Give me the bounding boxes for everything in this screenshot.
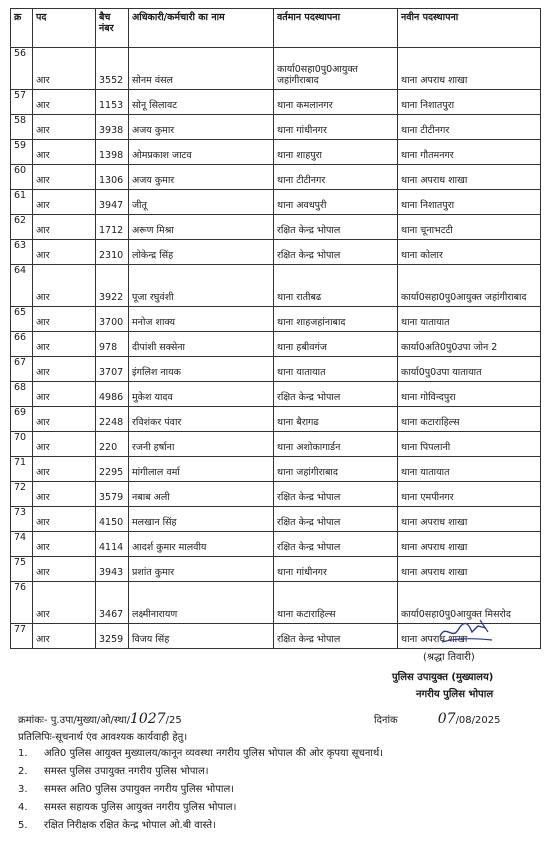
cell-current-posting: थाना हबीवगंज bbox=[274, 332, 398, 357]
cell-new-posting: कार्या0सहा0पु0आयुक्त मिसरोद bbox=[398, 582, 541, 624]
table-row bbox=[11, 165, 541, 190]
list-item-text: अति0 पुलिस आयुक्त मुख्यालय/कानून व्यवस्था नगरीय पुलिस भोपाल की ओर कृपया सूचनार्थ। bbox=[44, 748, 384, 759]
cell-current-posting: रक्षित केन्द्र भोपाल bbox=[274, 624, 398, 649]
table-row bbox=[11, 382, 541, 407]
cell-serial: 62 bbox=[11, 215, 33, 240]
cell-badge: 3707 bbox=[96, 357, 129, 382]
cell-serial: 67 bbox=[11, 357, 33, 382]
cell-name: अजय कुमार bbox=[129, 115, 274, 140]
header-badge: बैच नंबर bbox=[96, 9, 129, 48]
cell-badge: 3938 bbox=[96, 115, 129, 140]
cell-serial: 77 bbox=[11, 624, 33, 649]
table-row bbox=[11, 507, 541, 532]
cell-current-posting: थाना शाहजहांनाबाद bbox=[274, 307, 398, 332]
cell-current-posting: रक्षित केन्द्र भोपाल bbox=[274, 532, 398, 557]
list-item-number: 4. bbox=[18, 802, 28, 813]
header-name: अधिकारी/कर्मचारी का नाम bbox=[129, 9, 274, 48]
cell-new-posting: थाना गौतमनगर bbox=[398, 140, 541, 165]
reference-prefix: क्रमांकः- पु.उपा/मुख्या/ओ/स्था/ bbox=[18, 715, 130, 726]
cell-current-posting: रक्षित केन्द्र भोपाल bbox=[274, 240, 398, 265]
cell-serial: 66 bbox=[11, 332, 33, 357]
cell-current-posting: रक्षित केन्द्र भोपाल bbox=[274, 482, 398, 507]
cell-current-posting: रक्षित केन्द्र भोपाल bbox=[274, 507, 398, 532]
cell-badge: 3922 bbox=[96, 265, 129, 307]
cell-name: लोकेन्द्र सिंह bbox=[129, 240, 274, 265]
cell-post: आर bbox=[33, 190, 96, 215]
cell-post: आर bbox=[33, 407, 96, 432]
list-item bbox=[18, 781, 383, 799]
cell-badge: 1398 bbox=[96, 140, 129, 165]
table-row bbox=[11, 307, 541, 332]
cell-current-posting: थाना बैरागढ bbox=[274, 407, 398, 432]
cell-serial: 56 bbox=[11, 48, 33, 90]
reference-number bbox=[18, 711, 182, 727]
list-item bbox=[18, 745, 383, 763]
table-header-row bbox=[11, 9, 541, 48]
table-row bbox=[11, 332, 541, 357]
cell-badge: 3552 bbox=[96, 48, 129, 90]
table-row bbox=[11, 240, 541, 265]
list-item bbox=[18, 817, 383, 835]
cell-badge: 4986 bbox=[96, 382, 129, 407]
list-item-text: समस्त अति0 पुलिस उपायुक्त नगरीय पुलिस भोपाल। bbox=[44, 784, 235, 795]
cell-name: ओमप्रकाश जाटव bbox=[129, 140, 274, 165]
cell-serial: 61 bbox=[11, 190, 33, 215]
cell-post: आर bbox=[33, 507, 96, 532]
cell-post: आर bbox=[33, 532, 96, 557]
cell-badge: 3700 bbox=[96, 307, 129, 332]
cell-current-posting: थाना शाहपुरा bbox=[274, 140, 398, 165]
cell-new-posting: थाना अपराध शाखा bbox=[398, 624, 541, 649]
cell-current-posting: थाना कमलानगर bbox=[274, 90, 398, 115]
cell-badge: 1153 bbox=[96, 90, 129, 115]
cell-serial: 64 bbox=[11, 265, 33, 307]
cell-post: आर bbox=[33, 90, 96, 115]
cell-badge: 3259 bbox=[96, 624, 129, 649]
table-row bbox=[11, 532, 541, 557]
list-item-text: रक्षित निरीक्षक रक्षित केन्द्र भोपाल ओ.बी वास्ते। bbox=[44, 820, 216, 831]
cell-post: आर bbox=[33, 265, 96, 307]
cell-post: आर bbox=[33, 432, 96, 457]
cell-new-posting: थाना अपराध शाखा bbox=[398, 48, 541, 90]
cell-name: मुकेश यादव bbox=[129, 382, 274, 407]
cell-new-posting: थाना निशातपुरा bbox=[398, 90, 541, 115]
list-item bbox=[18, 799, 383, 817]
cell-serial: 76 bbox=[11, 582, 33, 624]
cell-badge: 2310 bbox=[96, 240, 129, 265]
cell-new-posting: थाना पिपलानी bbox=[398, 432, 541, 457]
cell-serial: 65 bbox=[11, 307, 33, 332]
cell-current-posting: थाना यातायात bbox=[274, 357, 398, 382]
table-row bbox=[11, 90, 541, 115]
cell-name: विजय सिंह bbox=[129, 624, 274, 649]
table-row bbox=[11, 457, 541, 482]
table-row bbox=[11, 265, 541, 307]
cell-serial: 72 bbox=[11, 482, 33, 507]
reference-handwritten-number: 1027 bbox=[129, 711, 166, 727]
cell-post: आर bbox=[33, 240, 96, 265]
cell-new-posting: थाना गोविन्दपुरा bbox=[398, 382, 541, 407]
cell-new-posting: थाना कोलार bbox=[398, 240, 541, 265]
cell-serial: 75 bbox=[11, 557, 33, 582]
header-new-posting: नवीन पदस्थापना bbox=[398, 9, 541, 48]
header-serial: क्र bbox=[11, 9, 33, 48]
cell-post: आर bbox=[33, 482, 96, 507]
cell-current-posting: कार्या0सहा0पु0आयुक्त जहांगीराबाद bbox=[274, 48, 398, 90]
cell-post: आर bbox=[33, 624, 96, 649]
cell-serial: 68 bbox=[11, 382, 33, 407]
cell-badge: 3947 bbox=[96, 190, 129, 215]
list-item-text: समस्त पुलिस उपायुक्त नगरीय पुलिस भोपाल। bbox=[44, 766, 209, 777]
cell-current-posting: रक्षित केन्द्र भोपाल bbox=[274, 382, 398, 407]
copy-to-heading: प्रतिलिपिः-सूचनार्थ एंव आवश्यक कार्यवाही हेतु। bbox=[18, 732, 188, 743]
cell-serial: 60 bbox=[11, 165, 33, 190]
table-row bbox=[11, 407, 541, 432]
cell-serial: 69 bbox=[11, 407, 33, 432]
cell-current-posting: थाना रातीबढ bbox=[274, 265, 398, 307]
cell-post: आर bbox=[33, 332, 96, 357]
date-label: दिनांक bbox=[374, 715, 398, 726]
cell-current-posting: थाना जहांगीराबाद bbox=[274, 457, 398, 482]
cell-name: जीतू bbox=[129, 190, 274, 215]
cell-post: आर bbox=[33, 307, 96, 332]
cell-name: नबाब अली bbox=[129, 482, 274, 507]
cell-new-posting: थाना यातायात bbox=[398, 307, 541, 332]
cell-badge: 220 bbox=[96, 432, 129, 457]
table-row bbox=[11, 482, 541, 507]
cell-badge: 2295 bbox=[96, 457, 129, 482]
cell-badge: 978 bbox=[96, 332, 129, 357]
list-item-text: समस्त सहायक पुलिस आयुक्त नगरीय पुलिस भोपाल। bbox=[44, 802, 237, 813]
signatory-name: (श्रद्धा तिवारी) bbox=[423, 652, 475, 663]
list-item-number: 5. bbox=[18, 820, 28, 831]
cell-serial: 70 bbox=[11, 432, 33, 457]
cell-badge: 3943 bbox=[96, 557, 129, 582]
table-row bbox=[11, 215, 541, 240]
cell-name: लक्ष्मीनारायण bbox=[129, 582, 274, 624]
cell-name: रजनी हर्षाना bbox=[129, 432, 274, 457]
signatory-designation: पुलिस उपायुक्त (मुख्यालय) bbox=[392, 672, 494, 683]
table-row bbox=[11, 115, 541, 140]
cell-post: आर bbox=[33, 140, 96, 165]
cell-new-posting: थाना चूनाभटटी bbox=[398, 215, 541, 240]
cell-current-posting: थाना गांधीनगर bbox=[274, 115, 398, 140]
cell-serial: 74 bbox=[11, 532, 33, 557]
cell-name: मलखान सिंह bbox=[129, 507, 274, 532]
cell-current-posting: थाना अशोकागार्डन bbox=[274, 432, 398, 457]
cell-badge: 2248 bbox=[96, 407, 129, 432]
cell-name: रविशंकर पंवार bbox=[129, 407, 274, 432]
list-item-number: 1. bbox=[18, 748, 28, 759]
cell-serial: 57 bbox=[11, 90, 33, 115]
cell-badge: 4150 bbox=[96, 507, 129, 532]
header-post: पद bbox=[33, 9, 96, 48]
cell-new-posting: थाना अपराध शाखा bbox=[398, 165, 541, 190]
cell-serial: 63 bbox=[11, 240, 33, 265]
cell-name: पूजा रघुवंशी bbox=[129, 265, 274, 307]
cell-name: प्रशांत कुमार bbox=[129, 557, 274, 582]
list-item-number: 2. bbox=[18, 766, 28, 777]
cell-badge: 3467 bbox=[96, 582, 129, 624]
header-current-posting: वर्तमान पदस्थापना bbox=[274, 9, 398, 48]
cell-new-posting: थाना कटाराहिल्स bbox=[398, 407, 541, 432]
list-item bbox=[18, 763, 383, 781]
cell-current-posting: थाना गांधीनगर bbox=[274, 557, 398, 582]
cell-new-posting: थाना अपराध शाखा bbox=[398, 532, 541, 557]
cell-name: सोनू सिलावट bbox=[129, 90, 274, 115]
table-row bbox=[11, 432, 541, 457]
issue-date bbox=[374, 711, 500, 727]
cell-name: दीपांशी सक्सेना bbox=[129, 332, 274, 357]
cell-post: आर bbox=[33, 115, 96, 140]
cell-new-posting: थाना अपराध शाखा bbox=[398, 507, 541, 532]
cell-serial: 59 bbox=[11, 140, 33, 165]
cell-post: आर bbox=[33, 557, 96, 582]
cell-new-posting: कार्या0सहा0पु0आयुक्त जहांगीराबाद bbox=[398, 265, 541, 307]
cell-serial: 73 bbox=[11, 507, 33, 532]
cell-badge: 1306 bbox=[96, 165, 129, 190]
cell-badge: 3579 bbox=[96, 482, 129, 507]
cell-post: आर bbox=[33, 48, 96, 90]
cell-new-posting: कार्या0पु0उपा यातायात bbox=[398, 357, 541, 382]
reference-suffix: /25 bbox=[165, 715, 182, 726]
cell-new-posting: थाना एमपीनगर bbox=[398, 482, 541, 507]
cell-serial: 71 bbox=[11, 457, 33, 482]
cell-new-posting: थाना टीटीनगर bbox=[398, 115, 541, 140]
cell-current-posting: थाना कटाराहिल्स bbox=[274, 582, 398, 624]
signature-scribble-icon bbox=[436, 618, 496, 646]
cell-name: मनोज शाक्य bbox=[129, 307, 274, 332]
cell-post: आर bbox=[33, 215, 96, 240]
cell-name: सोनम वंसल bbox=[129, 48, 274, 90]
list-item-number: 3. bbox=[18, 784, 28, 795]
cell-new-posting: कार्या0अति0पु0उपा जोन 2 bbox=[398, 332, 541, 357]
cell-post: आर bbox=[33, 582, 96, 624]
cell-name: आदर्श कुमार मालवीय bbox=[129, 532, 274, 557]
distribution-list bbox=[18, 745, 383, 835]
table-row bbox=[11, 48, 541, 90]
cell-new-posting: थाना अपराध शाखा bbox=[398, 557, 541, 582]
cell-name: अरूण मिश्रा bbox=[129, 215, 274, 240]
cell-name: इंगलिश नायक bbox=[129, 357, 274, 382]
cell-name: अजय कुमार bbox=[129, 165, 274, 190]
cell-serial: 58 bbox=[11, 115, 33, 140]
cell-current-posting: रक्षित केन्द्र भोपाल bbox=[274, 215, 398, 240]
cell-new-posting: थाना निशातपुरा bbox=[398, 190, 541, 215]
table-row bbox=[11, 140, 541, 165]
cell-post: आर bbox=[33, 457, 96, 482]
transfer-table bbox=[10, 8, 541, 649]
date-handwritten-day: 07 bbox=[437, 711, 456, 727]
cell-current-posting: थाना अवधपुरी bbox=[274, 190, 398, 215]
cell-post: आर bbox=[33, 382, 96, 407]
table-row bbox=[11, 357, 541, 382]
cell-badge: 1712 bbox=[96, 215, 129, 240]
cell-post: आर bbox=[33, 357, 96, 382]
cell-name: मांगीलाल वर्मा bbox=[129, 457, 274, 482]
table-row bbox=[11, 190, 541, 215]
date-rest: /08/2025 bbox=[455, 715, 501, 726]
cell-post: आर bbox=[33, 165, 96, 190]
table-row bbox=[11, 557, 541, 582]
cell-current-posting: थाना टीटीनगर bbox=[274, 165, 398, 190]
cell-badge: 4114 bbox=[96, 532, 129, 557]
cell-new-posting: थाना यातायात bbox=[398, 457, 541, 482]
signatory-office: नगरीय पुलिस भोपाल bbox=[416, 689, 494, 700]
